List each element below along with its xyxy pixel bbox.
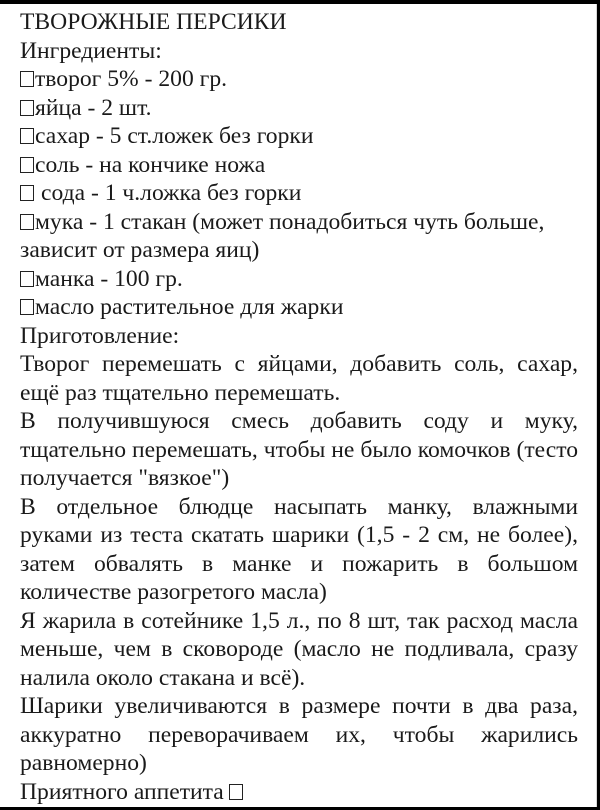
ingredient-item: сахар - 5 ст.ложек без горки <box>20 122 578 151</box>
ingredient-item: масло растительное для жарки <box>20 293 578 322</box>
ingredient-item: соль - на кончике ножа <box>20 151 578 180</box>
ingredient-item: сода - 1 ч.ложка без горки <box>20 179 578 208</box>
ingredient-item: манка - 100 гр. <box>20 265 578 294</box>
missing-glyph-box-icon <box>20 185 34 201</box>
missing-glyph-box-icon <box>20 271 34 287</box>
preparation-heading: Приготовление: <box>20 322 180 349</box>
missing-glyph-box-icon <box>20 157 34 173</box>
missing-glyph-box-icon <box>229 784 243 800</box>
missing-glyph-box-icon <box>20 100 34 116</box>
missing-glyph-box-icon <box>20 128 34 144</box>
missing-glyph-box-icon <box>20 214 34 230</box>
preparation-step: Творог перемешать с яйцами, добавить соль, сахар, ещё раз тщательно перемешать. <box>20 351 578 406</box>
preparation-step: В отдельное блюдце насыпать манку, влажными руками из теста скатать шарики (1,5 - 2 см, не более), затем обвалять в манке и пожарить в большом количестве разогретого масла) <box>20 493 578 605</box>
recipe-document <box>0 4 597 807</box>
preparation-step: Я жарила в сотейнике 1,5 л., по 8 шт, так расход масла меньше, чем в сковороде (масло не подливала, сразу налила около стакана и всё). <box>20 607 578 691</box>
ingredient-item: творог 5% - 200 гр. <box>20 65 578 94</box>
ingredients-heading: Ингредиенты: <box>20 37 162 64</box>
missing-glyph-box-icon <box>20 71 34 87</box>
closing-line: Приятного аппетита <box>20 778 578 807</box>
preparation-step: Шарики увеличиваются в размере почти в два раза, аккуратно переворачиваем их, чтобы жарились равномерно) <box>20 693 578 776</box>
missing-glyph-box-icon <box>20 299 34 315</box>
ingredient-item: мука - 1 стакан (может понадобиться чуть больше, зависит от размера яиц) <box>20 208 545 263</box>
ingredient-item: яйца - 2 шт. <box>20 94 578 123</box>
recipe-title: ТВОРОЖНЫЕ ПЕРСИКИ <box>20 9 287 35</box>
preparation-step: В получившуюся смесь добавить соду и муку, тщательно перемешать, чтобы не было комочков (тесто получается "вязкое") <box>20 408 578 491</box>
